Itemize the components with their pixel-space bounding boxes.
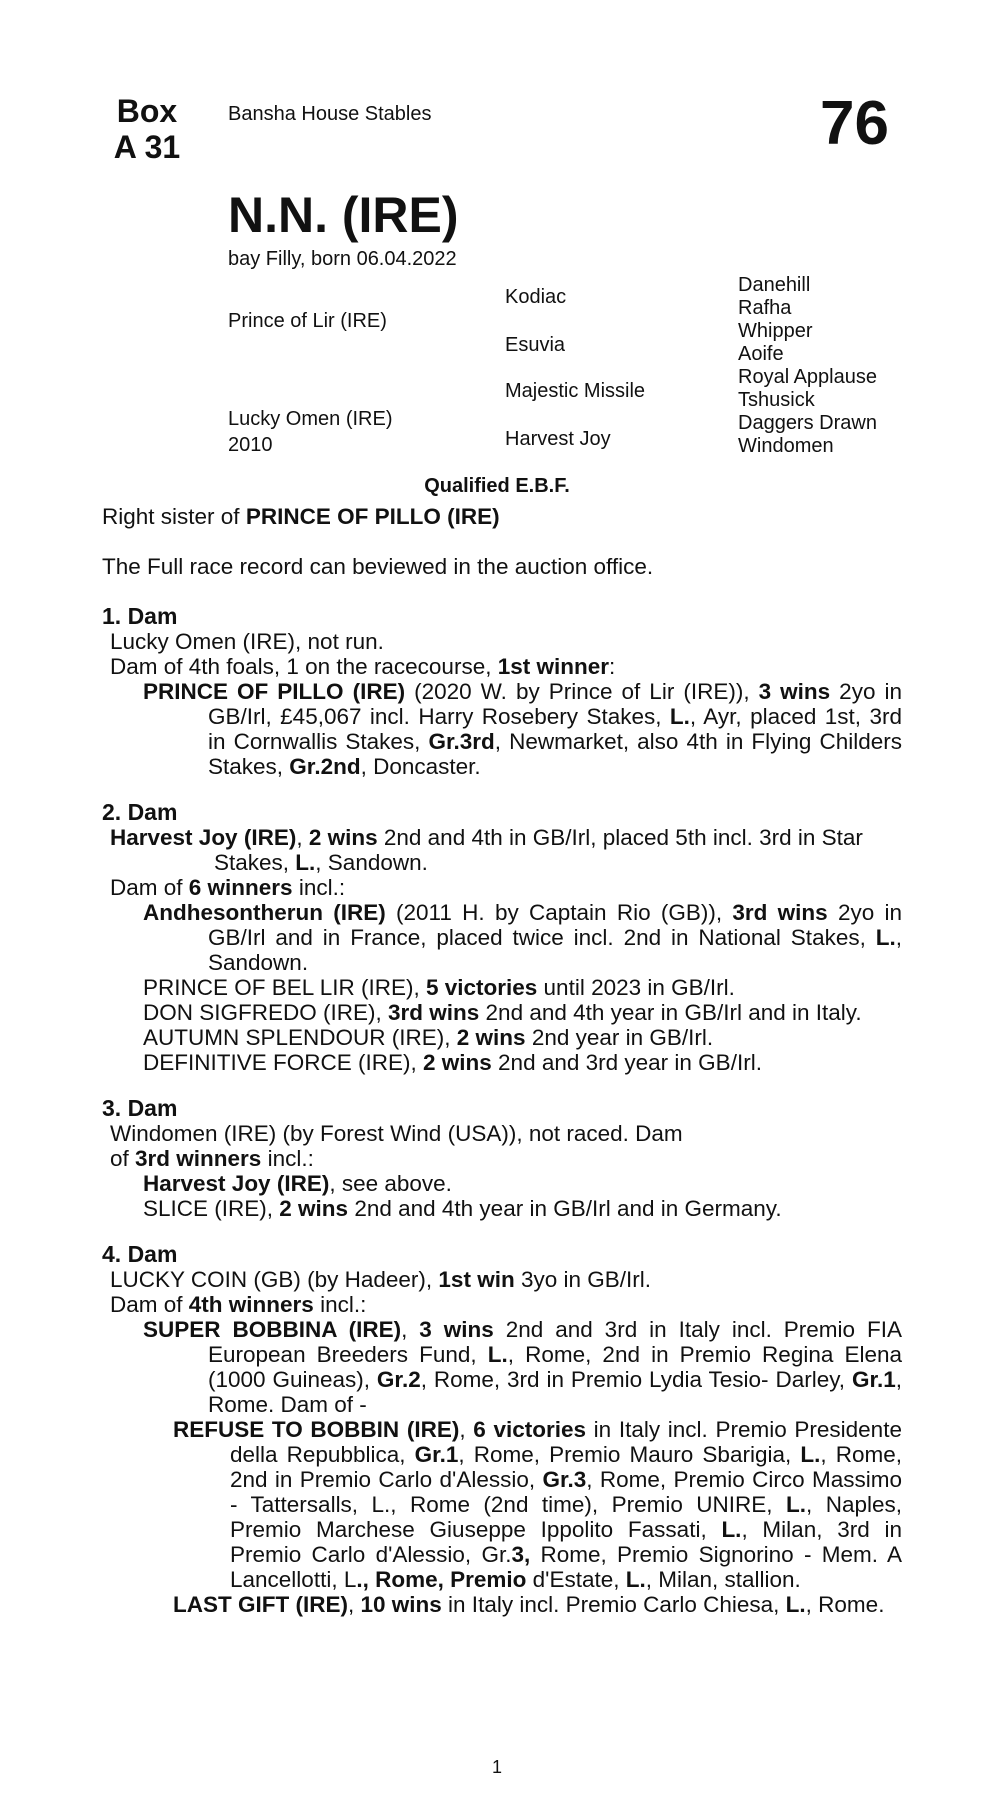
lg-e: , Rome.	[805, 1592, 885, 1617]
rb-p: ., Rome, Premio	[356, 1567, 527, 1592]
sb-e: , Rome, 2nd in Premio Regina Elena (1000 Guineas),	[208, 1342, 902, 1392]
box-word: Box	[116, 93, 178, 129]
d2-damof-c: incl.:	[292, 875, 346, 900]
dam2-heading: 2. Dam	[102, 799, 178, 825]
p1-e: , Ayr, placed 1st, 3rd in Cornwallis Stakes,	[208, 704, 902, 754]
and-d: L.	[875, 925, 896, 950]
d3-l2-c: incl.:	[261, 1146, 314, 1171]
rb-q: d'Estate,	[526, 1567, 626, 1592]
gen3-1: Danehill	[738, 274, 811, 296]
rb-f: L.	[800, 1442, 821, 1467]
dam1-line1: Lucky Omen (IRE), not run.	[110, 629, 384, 654]
gen3-7: Daggers Drawn	[738, 412, 877, 434]
ds-a: DON SIGFREDO (IRE),	[143, 1000, 389, 1025]
p1-g: , Newmarket, also 4th in Flying Childers Stakes,	[208, 729, 902, 779]
p1-f: Gr.3rd	[428, 729, 495, 754]
pedigree-dam: Lucky Omen (IRE)	[228, 408, 393, 430]
lc-c: 3yo in GB/Irl.	[514, 1267, 651, 1292]
rb-o: Rome, Premio Signorino - Mem. A Lancellotti, L	[230, 1542, 902, 1592]
prince-of-pillo-name: PRINCE OF PILLO (IRE)	[143, 679, 406, 704]
rb-e: , Rome, Premio Mauro Sbarigia,	[458, 1442, 801, 1467]
df-b: 2 wins	[423, 1050, 492, 1075]
box-number: A 31	[113, 129, 181, 165]
pedigree-sire-sire: Kodiac	[505, 286, 567, 308]
slice-a: SLICE (IRE),	[143, 1196, 280, 1221]
pedigree-sire-dam: Esuvia	[505, 334, 566, 356]
dam1-line2-c: :	[609, 654, 616, 679]
harvest-joy-name: Harvest Joy (IRE)	[110, 825, 297, 850]
dam4-dam-of	[102, 1292, 902, 1317]
p1-d: L.	[669, 704, 690, 729]
andhesontherun-name: Andhesontherun (IRE)	[143, 900, 386, 925]
pedigree-dam-dam: Harvest Joy	[505, 428, 611, 450]
gen3-8: Windomen	[738, 435, 834, 457]
d4-damof-c: incl.:	[313, 1292, 367, 1317]
dam4-lucky-coin	[102, 1267, 902, 1292]
and-e: , Sandown.	[208, 925, 902, 975]
df-c: 2nd and 3rd year in GB/Irl.	[491, 1050, 762, 1075]
rb-d: Gr.1	[414, 1442, 459, 1467]
sb-c: 2nd and 3rd in Italy incl. Premio FIA European Breeders Fund,	[208, 1317, 902, 1367]
df-a: DEFINITIVE FORCE (IRE),	[143, 1050, 424, 1075]
gen3-5: Royal Applause	[738, 366, 877, 388]
sb-d: L.	[487, 1342, 508, 1367]
rb-j: L.	[786, 1492, 806, 1517]
p1-i: , Doncaster.	[360, 754, 481, 779]
pedigree-dam-sire: Majestic Missile	[505, 380, 646, 402]
sb-i: , Rome. Dam of -	[208, 1367, 902, 1417]
dam1-heading: 1. Dam	[102, 603, 178, 629]
rb-h: Gr.3	[542, 1467, 587, 1492]
dam2-harvest-joy	[102, 825, 902, 875]
d4-damof-b: 4th winners	[188, 1292, 314, 1317]
stable-name: Bansha House Stables	[228, 103, 432, 125]
hj-a: ,	[296, 825, 309, 850]
lg-c: in Italy incl. Premio Carlo Chiesa,	[441, 1592, 786, 1617]
hj-d: L.	[295, 850, 316, 875]
rb-k: , Naples, Premio Marchese Giuseppe Ippolito Fassati,	[230, 1492, 902, 1542]
lot-number: 76	[820, 89, 889, 158]
dam3-line1: Windomen (IRE) (by Forest Wind (USA)), not raced. Dam	[110, 1121, 683, 1146]
dam2-definitive-force	[102, 1050, 902, 1075]
lg-a: ,	[347, 1592, 361, 1617]
dam3-slice	[102, 1196, 902, 1221]
dam1-line2	[102, 654, 902, 679]
p1-c: 2yo in GB/Irl, £45,067 incl. Harry Rosebery Stakes,	[208, 679, 902, 729]
last-gift-name: LAST GIFT (IRE)	[173, 1592, 348, 1617]
gen3-2: Rafha	[738, 297, 792, 319]
and-a: (2011 H. by Captain Rio (GB)),	[385, 900, 733, 925]
dam2-don-sigfredo	[102, 1000, 902, 1050]
d3-l2-a: of	[110, 1146, 136, 1171]
lc-b: 1st win	[438, 1267, 515, 1292]
dam3-line2	[102, 1146, 902, 1171]
rb-m: , Milan, 3rd in Premio Carlo d'Alessio, Gr.	[230, 1517, 902, 1567]
dam2-andhesontherun	[102, 900, 902, 975]
p1-a: (2020 W. by Prince of Lir (IRE)),	[405, 679, 759, 704]
lg-b: 10 wins	[360, 1592, 442, 1617]
d3-hj-rest: , see above.	[329, 1171, 452, 1196]
dam1-line2-a: Dam of 4th foals, 1 on the racecourse,	[110, 654, 498, 679]
ds-b: 3rd wins	[388, 1000, 480, 1025]
hj-e: , Sandown.	[315, 850, 428, 875]
dam2-dam-of	[102, 875, 902, 900]
box-label	[107, 93, 187, 165]
dam3-heading: 3. Dam	[102, 1095, 178, 1121]
rb-c: in Italy incl. Premio Presidente della Repubblica,	[230, 1417, 902, 1467]
sb-f: Gr.2	[376, 1367, 421, 1392]
and-b: 3rd wins	[732, 900, 828, 925]
gen3-6: Tshusick	[738, 389, 815, 411]
dam4-last-gift	[102, 1592, 902, 1617]
slice-b: 2 wins	[279, 1196, 349, 1221]
dam2-prince-of-bel-lir	[102, 975, 902, 1000]
hj-b: 2 wins	[308, 825, 378, 850]
sb-b: 3 wins	[419, 1317, 494, 1342]
qualified-ebf: Qualified E.B.F.	[424, 475, 570, 497]
sb-g: , Rome, 3rd in Premio Lydia Tesio- Darley,	[420, 1367, 852, 1392]
rb-a: ,	[459, 1417, 474, 1442]
pbl-a: PRINCE OF BEL LIR (IRE),	[143, 975, 426, 1000]
rb-b: 6 victories	[473, 1417, 586, 1442]
rb-r: L.	[625, 1567, 646, 1592]
right-sister-prefix: Right sister of	[102, 504, 246, 529]
right-sister-line	[102, 504, 902, 529]
dam4-super-bobbina	[102, 1317, 902, 1417]
dam1-progeny-prince-of-pillo	[102, 679, 902, 779]
right-sister-name: PRINCE OF PILLO (IRE)	[245, 504, 500, 529]
d4-damof-a: Dam of	[110, 1292, 189, 1317]
pedigree-third-generation	[738, 274, 877, 458]
lc-a: LUCKY COIN (GB) (by Hadeer),	[110, 1267, 439, 1292]
lg-d: L.	[785, 1592, 806, 1617]
hj-c: 2nd and 4th in GB/Irl, placed 5th incl. 3rd in Star Stakes,	[214, 825, 863, 875]
rb-s: , Milan, stallion.	[645, 1567, 801, 1592]
and-c: 2yo in GB/Irl and in France, placed twice incl. 2nd in National Stakes,	[208, 900, 903, 950]
gen3-3: Whipper	[738, 320, 813, 342]
ds-c: 2nd and 4th year in GB/Irl and in Italy. AUTUMN SPLENDOUR (IRE),	[143, 1000, 862, 1050]
ds-e: 2nd year in GB/Irl.	[525, 1025, 714, 1050]
pbl-b: 5 victories	[425, 975, 538, 1000]
dam4-refuse-to-bobbin	[102, 1417, 902, 1592]
sb-h: Gr.1	[851, 1367, 896, 1392]
record-note: The Full race record can beviewed in the auction office.	[102, 554, 654, 579]
slice-c: 2nd and 4th year in GB/Irl and in Germany.	[348, 1196, 782, 1221]
gen3-4: Aoife	[738, 343, 784, 365]
horse-name: N.N. (IRE)	[228, 187, 459, 243]
rb-n: 3,	[511, 1542, 531, 1567]
rb-i: , Rome, Premio Circo Massimo - Tattersalls, L., Rome (2nd time), Premio UNIRE,	[230, 1467, 903, 1517]
sb-a: ,	[401, 1317, 420, 1342]
rb-l: L.	[721, 1517, 742, 1542]
ds-d: 2 wins	[456, 1025, 526, 1050]
d3-l2-b: 3rd winners	[135, 1146, 262, 1171]
pedigree-dam-year: 2010	[228, 434, 273, 456]
d3-harvest-joy-name: Harvest Joy (IRE)	[143, 1171, 330, 1196]
p1-b: 3 wins	[758, 679, 831, 704]
dam3-harvest-joy	[102, 1171, 902, 1196]
refuse-to-bobbin-name: REFUSE TO BOBBIN (IRE)	[173, 1417, 460, 1442]
page-number: 1	[491, 1757, 502, 1777]
dam1-line2-b: 1st winner	[497, 654, 609, 679]
super-bobbina-name: SUPER BOBBINA (IRE)	[143, 1317, 402, 1342]
p1-h: Gr.2nd	[289, 754, 361, 779]
d2-damof-a: Dam of	[110, 875, 189, 900]
rb-g: , Rome, 2nd in Premio Carlo d'Alessio,	[230, 1442, 902, 1492]
d2-damof-b: 6 winners	[188, 875, 293, 900]
race-record	[102, 504, 902, 1617]
dam4-heading: 4. Dam	[102, 1241, 178, 1267]
horse-description: bay Filly, born 06.04.2022	[228, 248, 457, 270]
pbl-c: until 2023 in GB/Irl.	[537, 975, 735, 1000]
pedigree-sire: Prince of Lir (IRE)	[228, 310, 387, 332]
